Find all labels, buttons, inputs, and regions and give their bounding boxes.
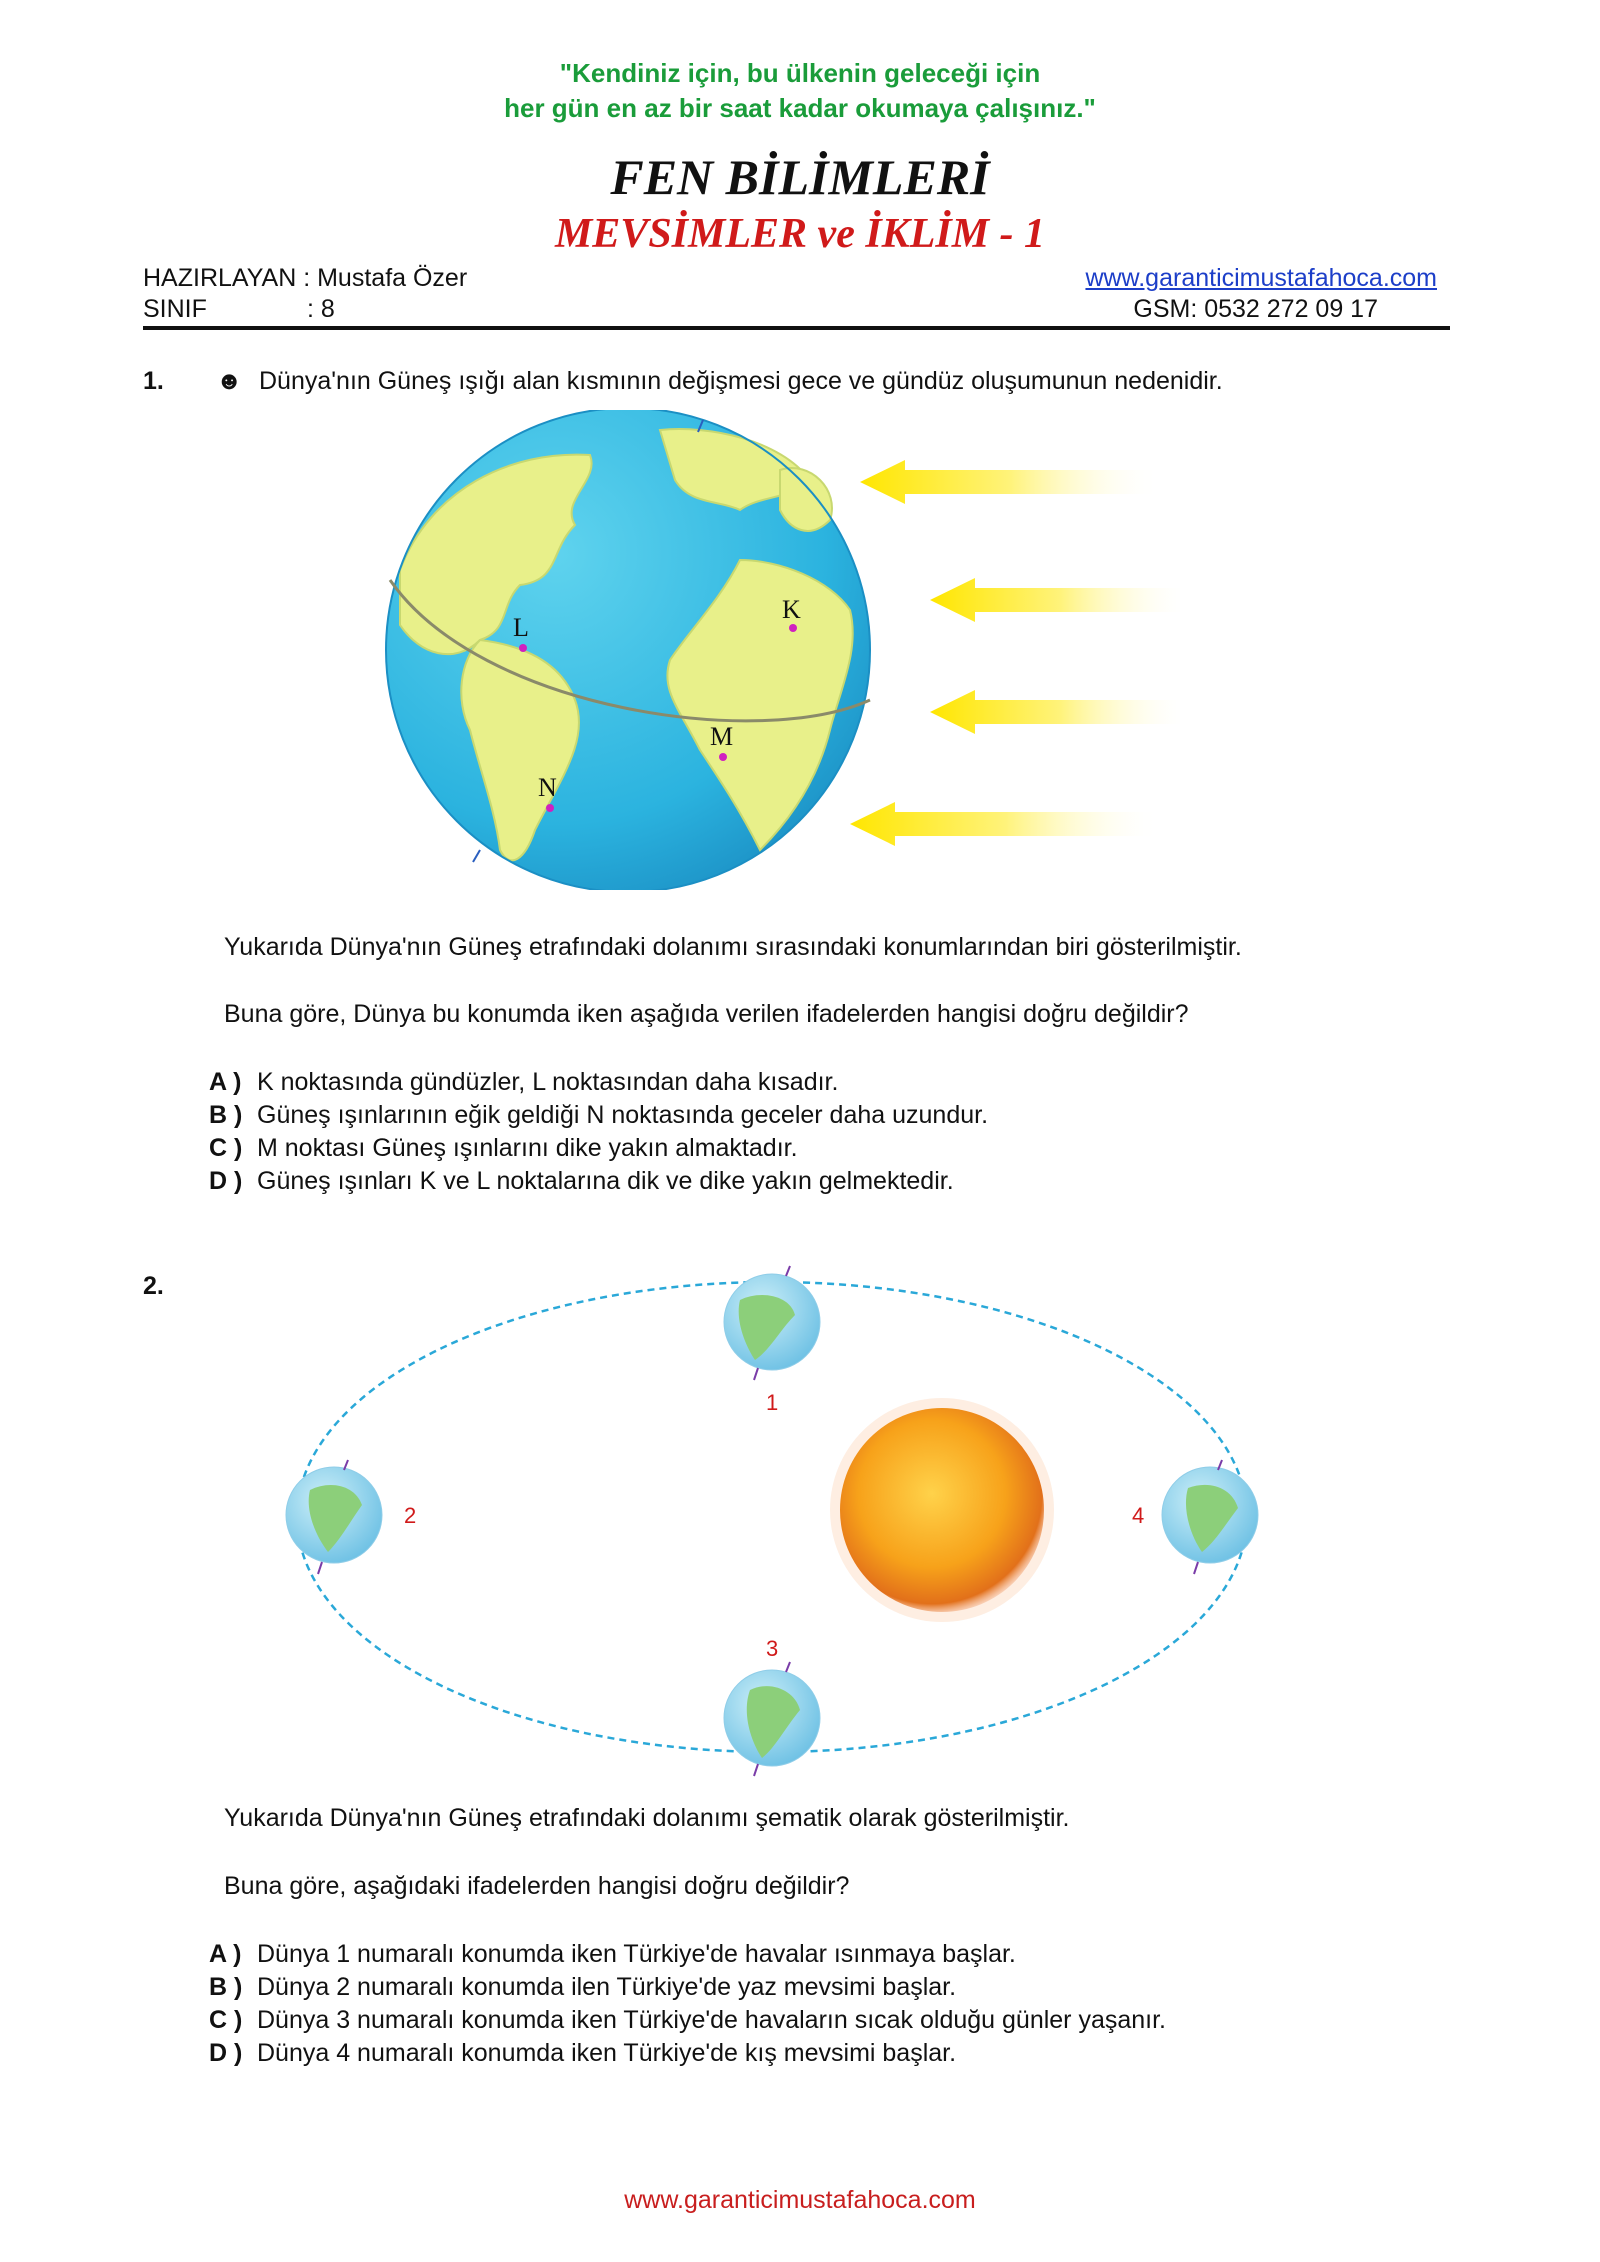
option-letter: A ): [209, 1940, 242, 1968]
q1-option-c[interactable]: [209, 1134, 798, 1163]
phone-number: GSM: 0532 272 09 17: [1133, 295, 1378, 323]
sun: [830, 1398, 1054, 1622]
option-text: Dünya 2 numaralı konumda ilen Türkiye'de yaz mevsimi başlar.: [257, 1973, 957, 2001]
class-value: : 8: [307, 295, 335, 323]
sun-ray-3: [930, 690, 1180, 734]
sun-ray-1: [860, 460, 1160, 504]
q1-option-a[interactable]: [209, 1068, 838, 1097]
option-text: Dünya 4 numaralı konumda iken Türkiye'de kış mevsimi başlar.: [257, 2039, 957, 2067]
q1-option-d[interactable]: [209, 1167, 954, 1196]
option-letter: B ): [209, 1973, 243, 2001]
point-n: [546, 804, 554, 812]
question-1-number: 1.: [143, 367, 164, 395]
motto-line-1: "Kendiniz için, bu ülkenin geleceği için: [559, 58, 1041, 88]
label-m: M: [710, 722, 734, 751]
earth-sunlight-figure: [360, 410, 1180, 890]
point-l: [519, 644, 527, 652]
label-n: N: [538, 773, 557, 802]
position-label-3: 3: [766, 1636, 779, 1661]
position-label-2: 2: [404, 1503, 417, 1528]
q2-option-d[interactable]: [209, 2039, 956, 2068]
option-letter: D ): [209, 2039, 243, 2067]
position-label-1: 1: [766, 1390, 779, 1415]
earth-position-2: [286, 1460, 382, 1574]
earth-position-4: [1162, 1460, 1258, 1574]
point-m: [719, 753, 727, 761]
motto-line-2: her gün en az bir saat kadar okumaya çalışınız.": [504, 93, 1096, 123]
earth-position-3: [724, 1662, 820, 1776]
option-text: Güneş ışınları K ve L noktalarına dik ve dike yakın gelmektedir.: [257, 1167, 954, 1195]
footer-website[interactable]: www.garanticimustafahoca.com: [624, 2186, 976, 2214]
smiley-bullet: ☻: [216, 367, 243, 395]
q2-option-a[interactable]: [209, 1940, 1016, 1969]
option-letter: C ): [209, 1134, 243, 1162]
header-website-link[interactable]: www.garanticimustafahoca.com: [1085, 264, 1437, 292]
point-k: [789, 624, 797, 632]
question-2-prompt: Buna göre, aşağıdaki ifadelerden hangisi doğru değildir?: [224, 1872, 850, 1900]
question-2-number: 2.: [143, 1272, 164, 1300]
option-letter: B ): [209, 1101, 243, 1129]
question-1-prompt: Buna göre, Dünya bu konumda iken aşağıda verilen ifadelerden hangisi doğru değildir?: [224, 1000, 1189, 1028]
option-text: Dünya 3 numaralı konumda iken Türkiye'de havaların sıcak olduğu günler yaşanır.: [257, 2006, 1166, 2034]
question-2-stem: Yukarıda Dünya'nın Güneş etrafındaki dolanımı şematik olarak gösterilmiştir.: [224, 1804, 1070, 1832]
q2-option-b[interactable]: [209, 1973, 956, 2002]
q1-option-b[interactable]: [209, 1101, 988, 1130]
option-letter: D ): [209, 1167, 243, 1195]
q2-option-c[interactable]: [209, 2006, 1166, 2035]
option-text: M noktası Güneş ışınlarını dike yakın almaktadır.: [257, 1134, 798, 1162]
label-l: L: [513, 613, 529, 642]
axis-south-tip: [473, 850, 480, 862]
page-subtitle: MEVSİMLER ve İKLİM - 1: [554, 211, 1046, 257]
question-1-fact: Dünya'nın Güneş ışığı alan kısmının değişmesi gece ve gündüz oluşumunun nedenidir.: [259, 367, 1223, 395]
option-text: Güneş ışınlarının eğik geldiği N noktasında geceler daha uzundur.: [257, 1101, 989, 1129]
label-k: K: [782, 595, 801, 624]
sun-ray-2: [930, 578, 1180, 622]
option-text: Dünya 1 numaralı konumda iken Türkiye'de havalar ısınmaya başlar.: [257, 1940, 1016, 1968]
author-label: HAZIRLAYAN : Mustafa Özer: [143, 264, 468, 292]
class-label: SINIF: [143, 295, 207, 323]
position-label-4: 4: [1132, 1503, 1145, 1528]
sun-ray-4: [850, 802, 1160, 846]
option-letter: A ): [209, 1068, 242, 1096]
header-divider: [143, 326, 1450, 330]
page-title: FEN BİLİMLERİ: [610, 149, 990, 205]
earth-globe: [386, 410, 870, 890]
question-1-stem: Yukarıda Dünya'nın Güneş etrafındaki dolanımı sırasındaki konumlarından biri gösterilmiştir.: [224, 933, 1242, 961]
earth-orbit-figure: [270, 1260, 1280, 1780]
option-text: K noktasında gündüzler, L noktasından daha kısadır.: [257, 1068, 839, 1096]
europe-landmass: [780, 468, 832, 531]
option-letter: C ): [209, 2006, 243, 2034]
